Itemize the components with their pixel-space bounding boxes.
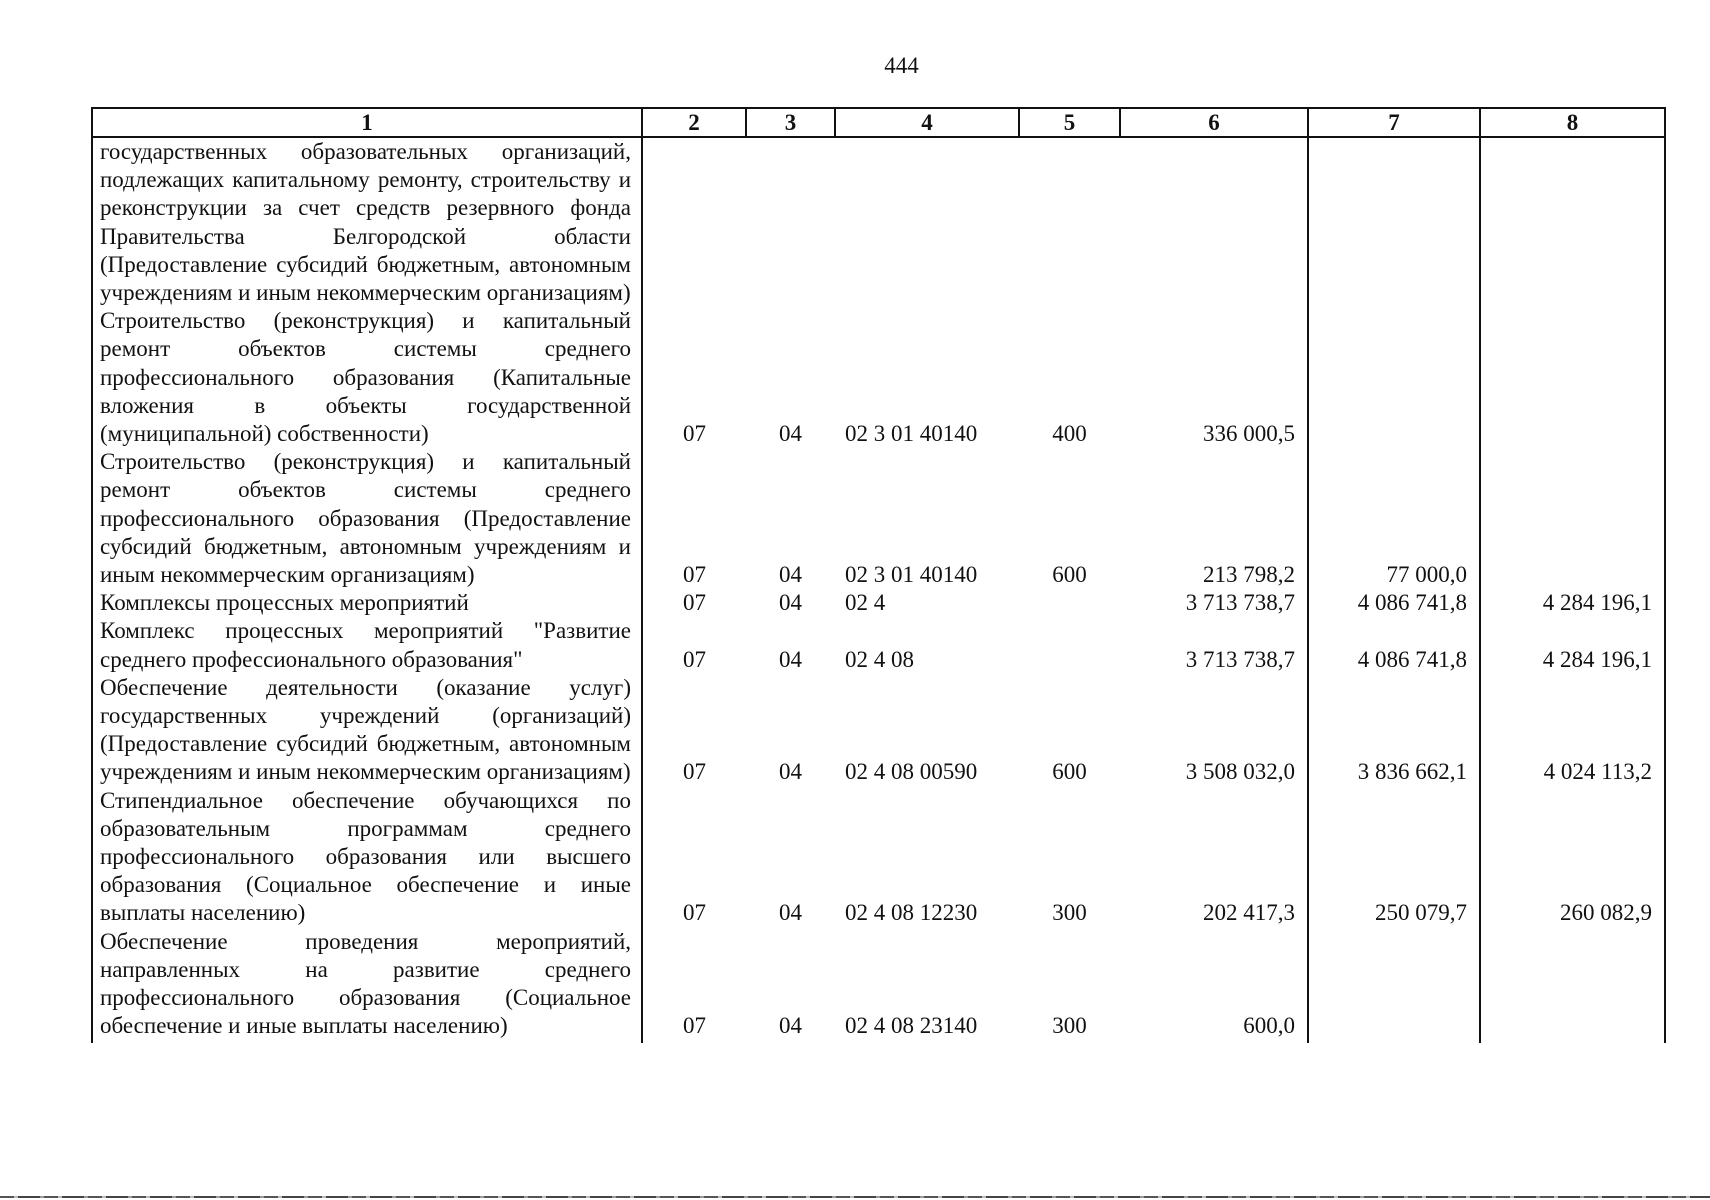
amount-col-6: 3 713 738,7 — [1120, 589, 1308, 617]
section-code — [642, 137, 746, 307]
amount-col-6: 213 798,2 — [1120, 448, 1308, 589]
expense-type-code: 300 — [1052, 1013, 1087, 1039]
amount-col-8 — [1480, 448, 1665, 589]
expense-type-code — [1019, 589, 1120, 617]
subsection-code: 04 — [779, 590, 802, 616]
row-description: Комплекс процессных мероприятий "Развитие среднего профессионального образования" — [92, 617, 642, 673]
amount-col-6: 3 508 032,0 — [1120, 674, 1308, 787]
target-article-code: 02 4 08 00590 — [845, 759, 978, 785]
column-header-7: 7 — [1308, 108, 1480, 137]
subsection-code: 04 — [779, 900, 802, 926]
target-article-code: 02 4 — [845, 590, 886, 616]
column-header-2: 2 — [642, 108, 746, 137]
amount-col-8: 4 284 196,1 — [1480, 617, 1665, 673]
row-description: Строительство (реконструкция) и капитальный ремонт объектов системы среднего профессионального образования (Предоставление субсидий бюджетным, автономным учреждениям и иным некоммерческим организациям) — [92, 448, 642, 589]
section-code: 07 — [683, 1013, 706, 1039]
header-row — [92, 108, 1665, 137]
column-header-3: 3 — [746, 108, 835, 137]
section-code: 07 — [683, 562, 706, 588]
amount-col-7 — [1308, 137, 1480, 307]
expense-type-code: 300 — [1052, 900, 1087, 926]
amount-col-7: 4 086 741,8 — [1308, 617, 1480, 673]
table-header — [92, 108, 1665, 137]
expense-type-code: 400 — [1052, 421, 1087, 447]
table-row — [92, 307, 1665, 448]
amount-col-6: 202 417,3 — [1120, 787, 1308, 928]
row-description: Строительство (реконструкция) и капитальный ремонт объектов системы среднего профессионального образования (Капитальные вложения в объекты государственной (муниципальной) собственности) — [92, 307, 642, 448]
amount-col-8 — [1480, 928, 1665, 1043]
page-number: 444 — [884, 53, 919, 78]
target-article-code — [835, 137, 1019, 307]
amount-col-8 — [1480, 137, 1665, 307]
target-article-code: 02 4 08 — [845, 646, 914, 672]
table-row — [92, 617, 1665, 673]
column-header-5: 5 — [1019, 108, 1120, 137]
table-row — [92, 928, 1665, 1043]
section-code: 07 — [683, 759, 706, 785]
expense-type-code — [1019, 617, 1120, 673]
table-body — [92, 137, 1665, 1043]
subsection-code: 04 — [779, 421, 802, 447]
column-header-4: 4 — [835, 108, 1019, 137]
subsection-code: 04 — [779, 562, 802, 588]
amount-col-8: 4 024 113,2 — [1480, 674, 1665, 787]
section-code: 07 — [683, 590, 706, 616]
amount-col-6: 3 713 738,7 — [1120, 617, 1308, 673]
amount-col-8: 260 082,9 — [1480, 787, 1665, 928]
column-header-8: 8 — [1480, 108, 1665, 137]
subsection-code — [746, 137, 835, 307]
amount-col-7 — [1308, 307, 1480, 448]
amount-col-7: 4 086 741,8 — [1308, 589, 1480, 617]
table-row — [92, 448, 1665, 589]
amount-col-6: 600,0 — [1120, 928, 1308, 1043]
expense-type-code: 600 — [1052, 759, 1087, 785]
row-description: Обеспечение деятельности (оказание услуг) государственных учреждений (организаций) (Предоставление субсидий бюджетным, автономным учреждениям и иным некоммерческим организациям) — [92, 674, 642, 787]
table-row — [92, 674, 1665, 787]
section-code: 07 — [683, 900, 706, 926]
scan-edge-divider — [0, 1196, 1710, 1198]
row-description: государственных образовательных организаций, подлежащих капитальному ремонту, строительству и реконструкции за счет средств резервного фонда Правительства Белгородской области (Предоставление субсидий бюджетным, автономным учреждениям и иным некоммерческим организациям) — [92, 137, 642, 307]
expense-type-code: 600 — [1052, 562, 1087, 588]
row-description: Обеспечение проведения мероприятий, направленных на развитие среднего профессионального образования (Социальное обеспечение и иные выплаты населению) — [92, 928, 642, 1043]
subsection-code: 04 — [779, 646, 802, 672]
expense-type-code — [1019, 137, 1120, 307]
target-article-code: 02 4 08 23140 — [845, 1013, 978, 1039]
target-article-code: 02 3 01 40140 — [845, 421, 978, 447]
subsection-code: 04 — [779, 759, 802, 785]
subsection-code: 04 — [779, 1013, 802, 1039]
column-header-6: 6 — [1120, 108, 1308, 137]
target-article-code: 02 3 01 40140 — [845, 562, 978, 588]
amount-col-7: 250 079,7 — [1308, 787, 1480, 928]
amount-col-6: 336 000,5 — [1120, 307, 1308, 448]
amount-col-8 — [1480, 307, 1665, 448]
table-row — [92, 137, 1665, 307]
budget-table — [91, 107, 1666, 1043]
amount-col-7 — [1308, 928, 1480, 1043]
table-row — [92, 589, 1665, 617]
amount-col-6 — [1120, 137, 1308, 307]
row-description: Стипендиальное обеспечение обучающихся по образовательным программам среднего профессионального образования или высшего образования (Социальное обеспечение и иные выплаты населению) — [92, 787, 642, 928]
target-article-code: 02 4 08 12230 — [845, 900, 978, 926]
table-row — [92, 787, 1665, 928]
section-code: 07 — [683, 646, 706, 672]
amount-col-7: 77 000,0 — [1308, 448, 1480, 589]
section-code: 07 — [683, 421, 706, 447]
column-header-1: 1 — [92, 108, 642, 137]
row-description: Комплексы процессных мероприятий — [92, 589, 642, 617]
amount-col-7: 3 836 662,1 — [1308, 674, 1480, 787]
amount-col-8: 4 284 196,1 — [1480, 589, 1665, 617]
